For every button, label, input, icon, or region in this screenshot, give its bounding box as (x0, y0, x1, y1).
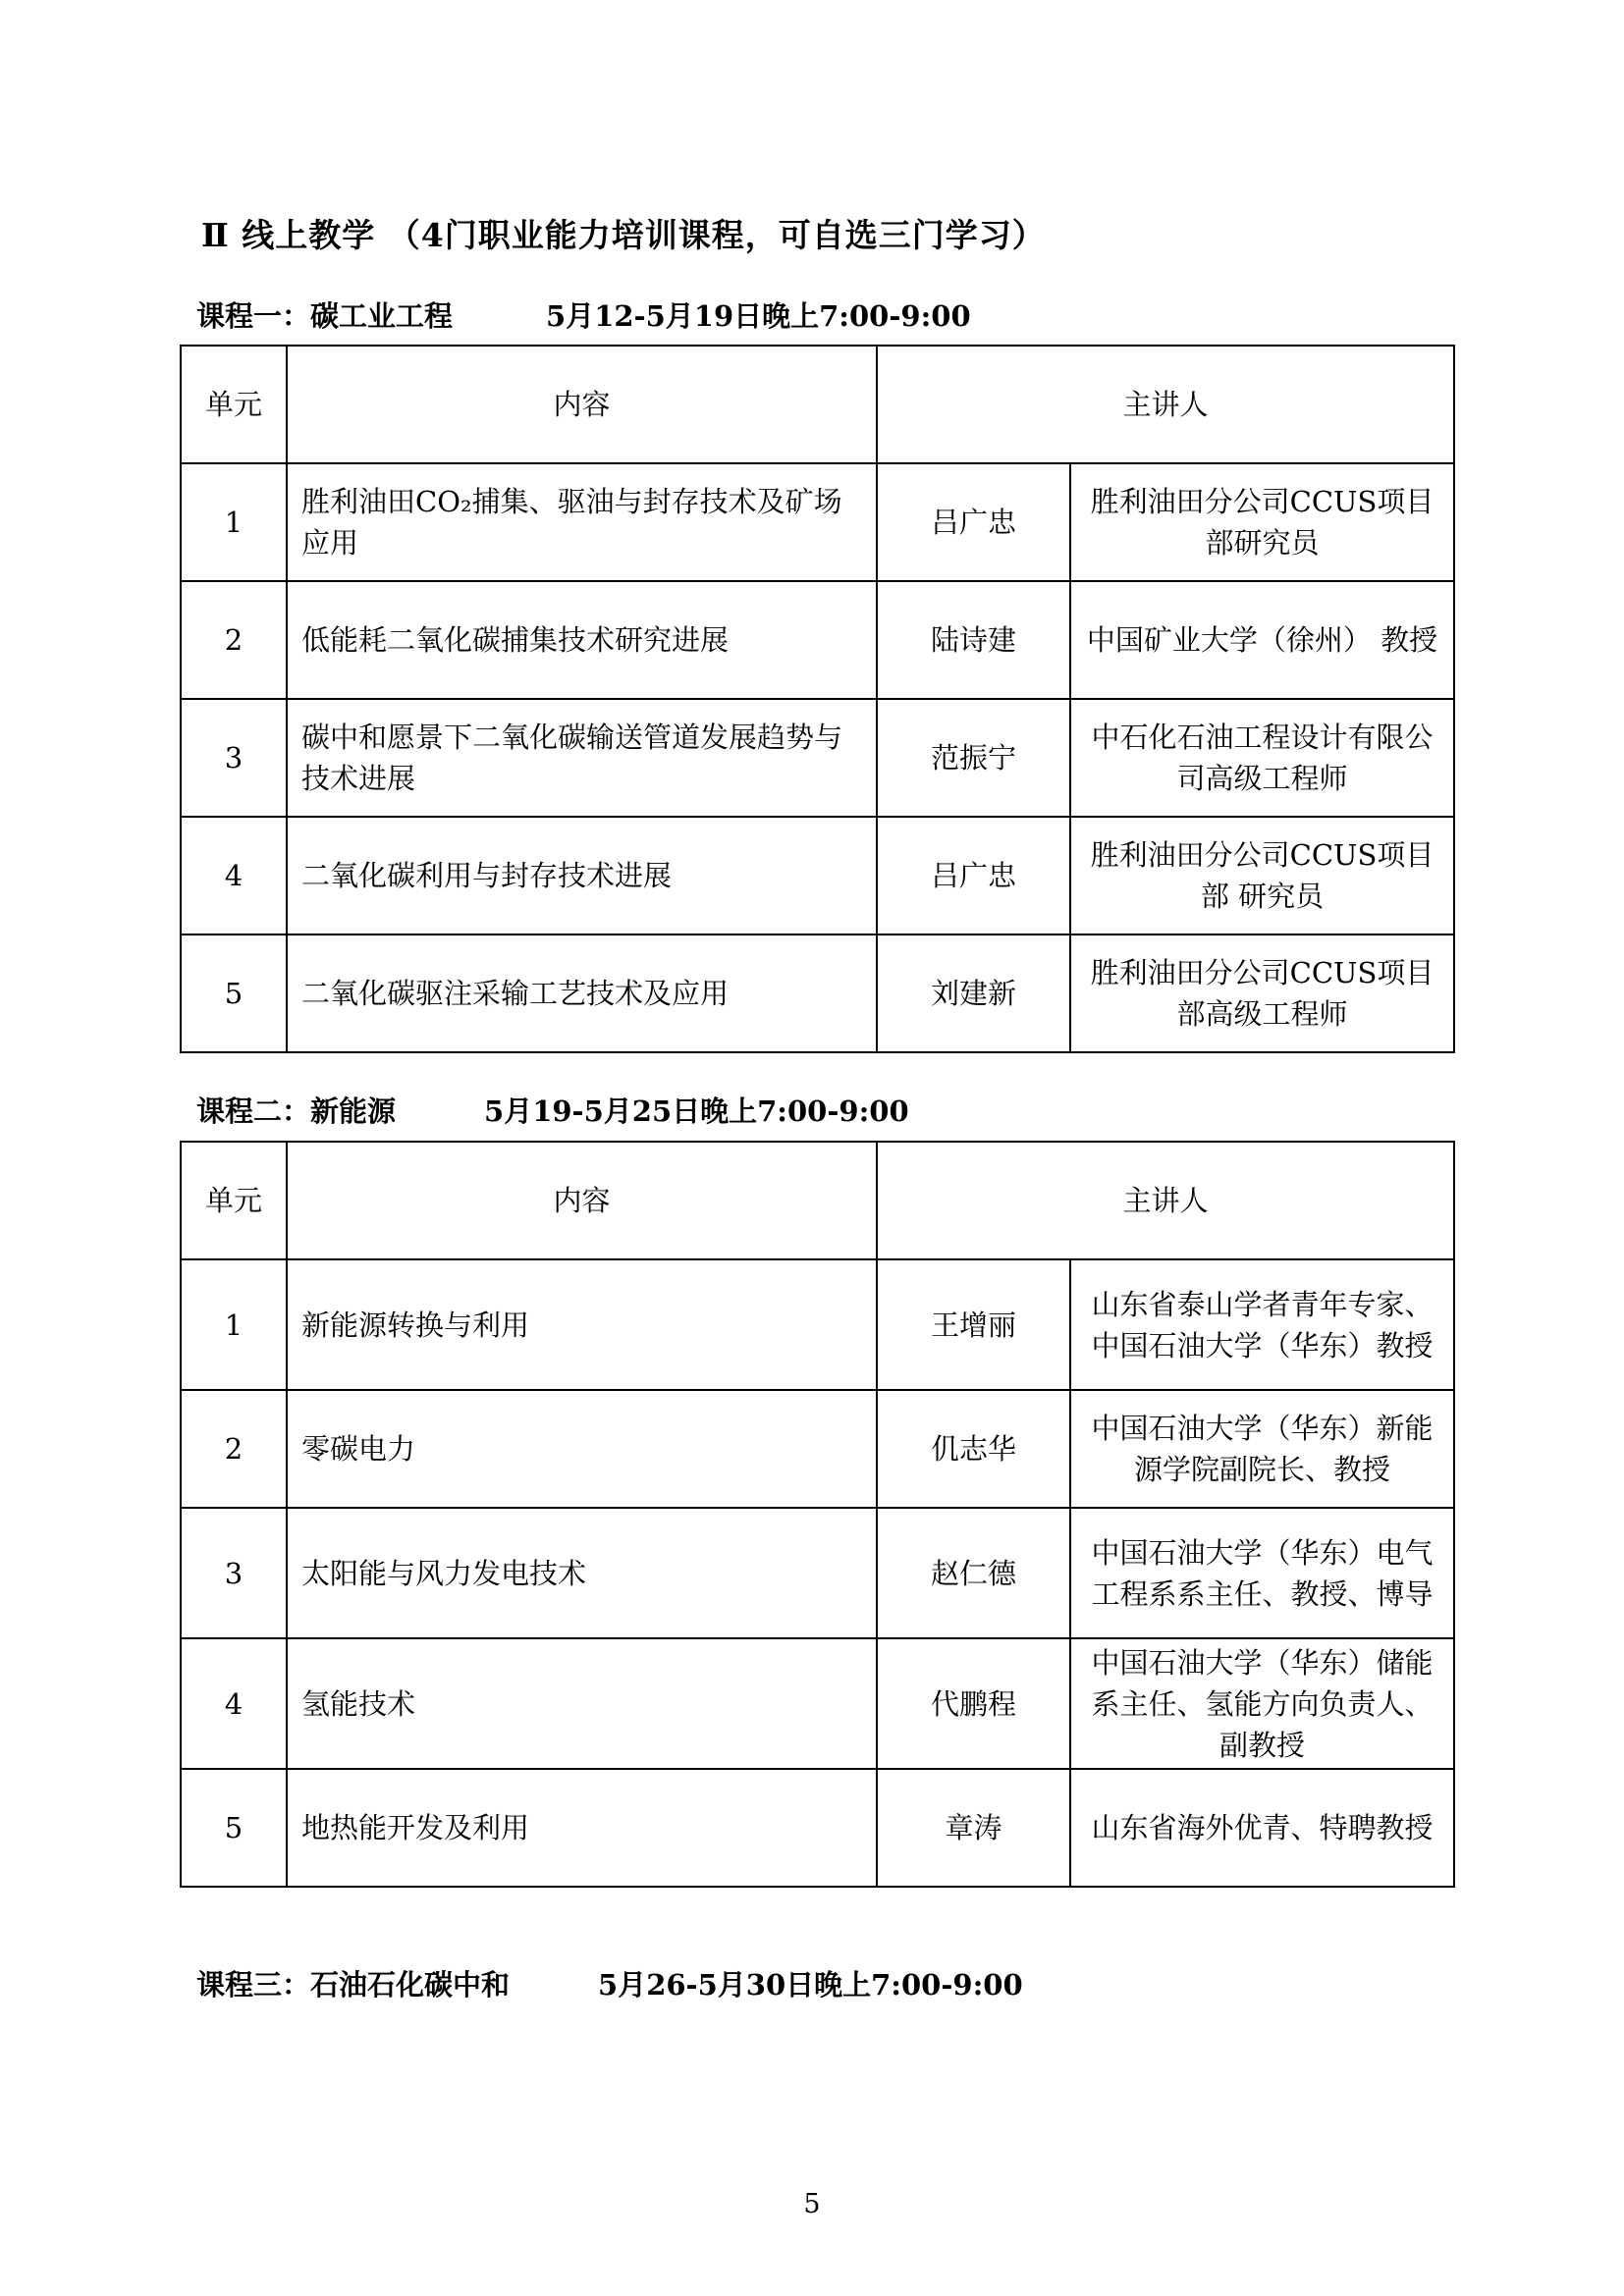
row-content: 低能耗二氧化碳捕集技术研究进展 (287, 581, 877, 699)
header-content: 内容 (287, 346, 877, 463)
row-lecturer-org: 中国矿业大学（徐州） 教授 (1070, 581, 1454, 699)
row-unit: 2 (181, 581, 287, 699)
row-lecturer-name: 代鹏程 (877, 1638, 1070, 1769)
row-lecturer-org: 山东省泰山学者青年专家、中国石油大学（华东）教授 (1070, 1259, 1454, 1390)
row-lecturer-name: 吕广忠 (877, 817, 1070, 934)
course2-time: 5月19-5月25日晚上7:00-9:00 (484, 1095, 909, 1128)
row-content: 新能源转换与利用 (287, 1259, 877, 1390)
table-row (181, 934, 1454, 1052)
course1-table (180, 345, 1455, 1053)
row-unit: 4 (181, 817, 287, 934)
course1-time: 5月12-5月19日晚上7:00-9:00 (546, 299, 971, 333)
row-lecturer-name: 陆诗建 (877, 581, 1070, 699)
row-lecturer-org: 中国石油大学（华东）新能源学院副院长、教授 (1070, 1390, 1454, 1508)
section-heading: Ⅱ 线上教学 （4门职业能力培训课程，可自选三门学习） (201, 216, 1046, 254)
table-header-row (181, 346, 1454, 463)
course3-title (196, 1963, 1023, 2003)
row-lecturer-name: 仉志华 (877, 1390, 1070, 1508)
row-lecturer-name: 吕广忠 (877, 463, 1070, 581)
row-unit: 4 (181, 1638, 287, 1769)
row-content: 地热能开发及利用 (287, 1769, 877, 1887)
header-lecturer: 主讲人 (877, 346, 1454, 463)
row-unit: 5 (181, 934, 287, 1052)
table-row (181, 1259, 1454, 1390)
row-lecturer-org: 山东省海外优青、特聘教授 (1070, 1769, 1454, 1887)
row-content: 零碳电力 (287, 1390, 877, 1508)
row-unit: 3 (181, 1508, 287, 1638)
row-content: 胜利油田CO₂捕集、驱油与封存技术及矿场应用 (287, 463, 877, 581)
row-lecturer-org: 胜利油田分公司CCUS项目部 研究员 (1070, 817, 1454, 934)
row-lecturer-name: 赵仁德 (877, 1508, 1070, 1638)
course3-time: 5月26-5月30日晚上7:00-9:00 (598, 1968, 1023, 2002)
row-unit: 3 (181, 699, 287, 817)
table-row (181, 463, 1454, 581)
row-unit: 1 (181, 463, 287, 581)
row-lecturer-name: 刘建新 (877, 934, 1070, 1052)
page-number: 5 (803, 2189, 821, 2219)
row-unit: 1 (181, 1259, 287, 1390)
table-row (181, 699, 1454, 817)
header-unit: 单元 (181, 1142, 287, 1259)
row-content: 太阳能与风力发电技术 (287, 1508, 877, 1638)
row-content: 二氧化碳驱注采输工艺技术及应用 (287, 934, 877, 1052)
course2-label: 课程二：新能源 (196, 1095, 397, 1128)
row-lecturer-org: 胜利油田分公司CCUS项目部研究员 (1070, 463, 1454, 581)
table-row (181, 1769, 1454, 1887)
table-row (181, 1390, 1454, 1508)
header-unit: 单元 (181, 346, 287, 463)
row-unit: 5 (181, 1769, 287, 1887)
row-lecturer-org: 中国石油大学（华东）储能系主任、氢能方向负责人、副教授 (1070, 1638, 1454, 1769)
row-lecturer-name: 王增丽 (877, 1259, 1070, 1390)
table-header-row (181, 1142, 1454, 1259)
header-content: 内容 (287, 1142, 877, 1259)
row-content: 氢能技术 (287, 1638, 877, 1769)
course1-label: 课程一：碳工业工程 (196, 299, 454, 333)
table-row (181, 581, 1454, 699)
row-lecturer-org: 中国石油大学（华东）电气工程系系主任、教授、博导 (1070, 1508, 1454, 1638)
course1-title (196, 294, 971, 335)
row-content: 二氧化碳利用与封存技术进展 (287, 817, 877, 934)
table-row (181, 1508, 1454, 1638)
row-lecturer-org: 中石化石油工程设计有限公司高级工程师 (1070, 699, 1454, 817)
table-row (181, 1638, 1454, 1769)
course2-title (196, 1090, 909, 1130)
row-content: 碳中和愿景下二氧化碳输送管道发展趋势与技术进展 (287, 699, 877, 817)
course3-label: 课程三：石油石化碳中和 (196, 1968, 511, 2002)
course2-table (180, 1141, 1455, 1888)
header-lecturer: 主讲人 (877, 1142, 1454, 1259)
row-lecturer-name: 范振宁 (877, 699, 1070, 817)
row-lecturer-org: 胜利油田分公司CCUS项目部高级工程师 (1070, 934, 1454, 1052)
row-unit: 2 (181, 1390, 287, 1508)
table-row (181, 817, 1454, 934)
row-lecturer-name: 章涛 (877, 1769, 1070, 1887)
